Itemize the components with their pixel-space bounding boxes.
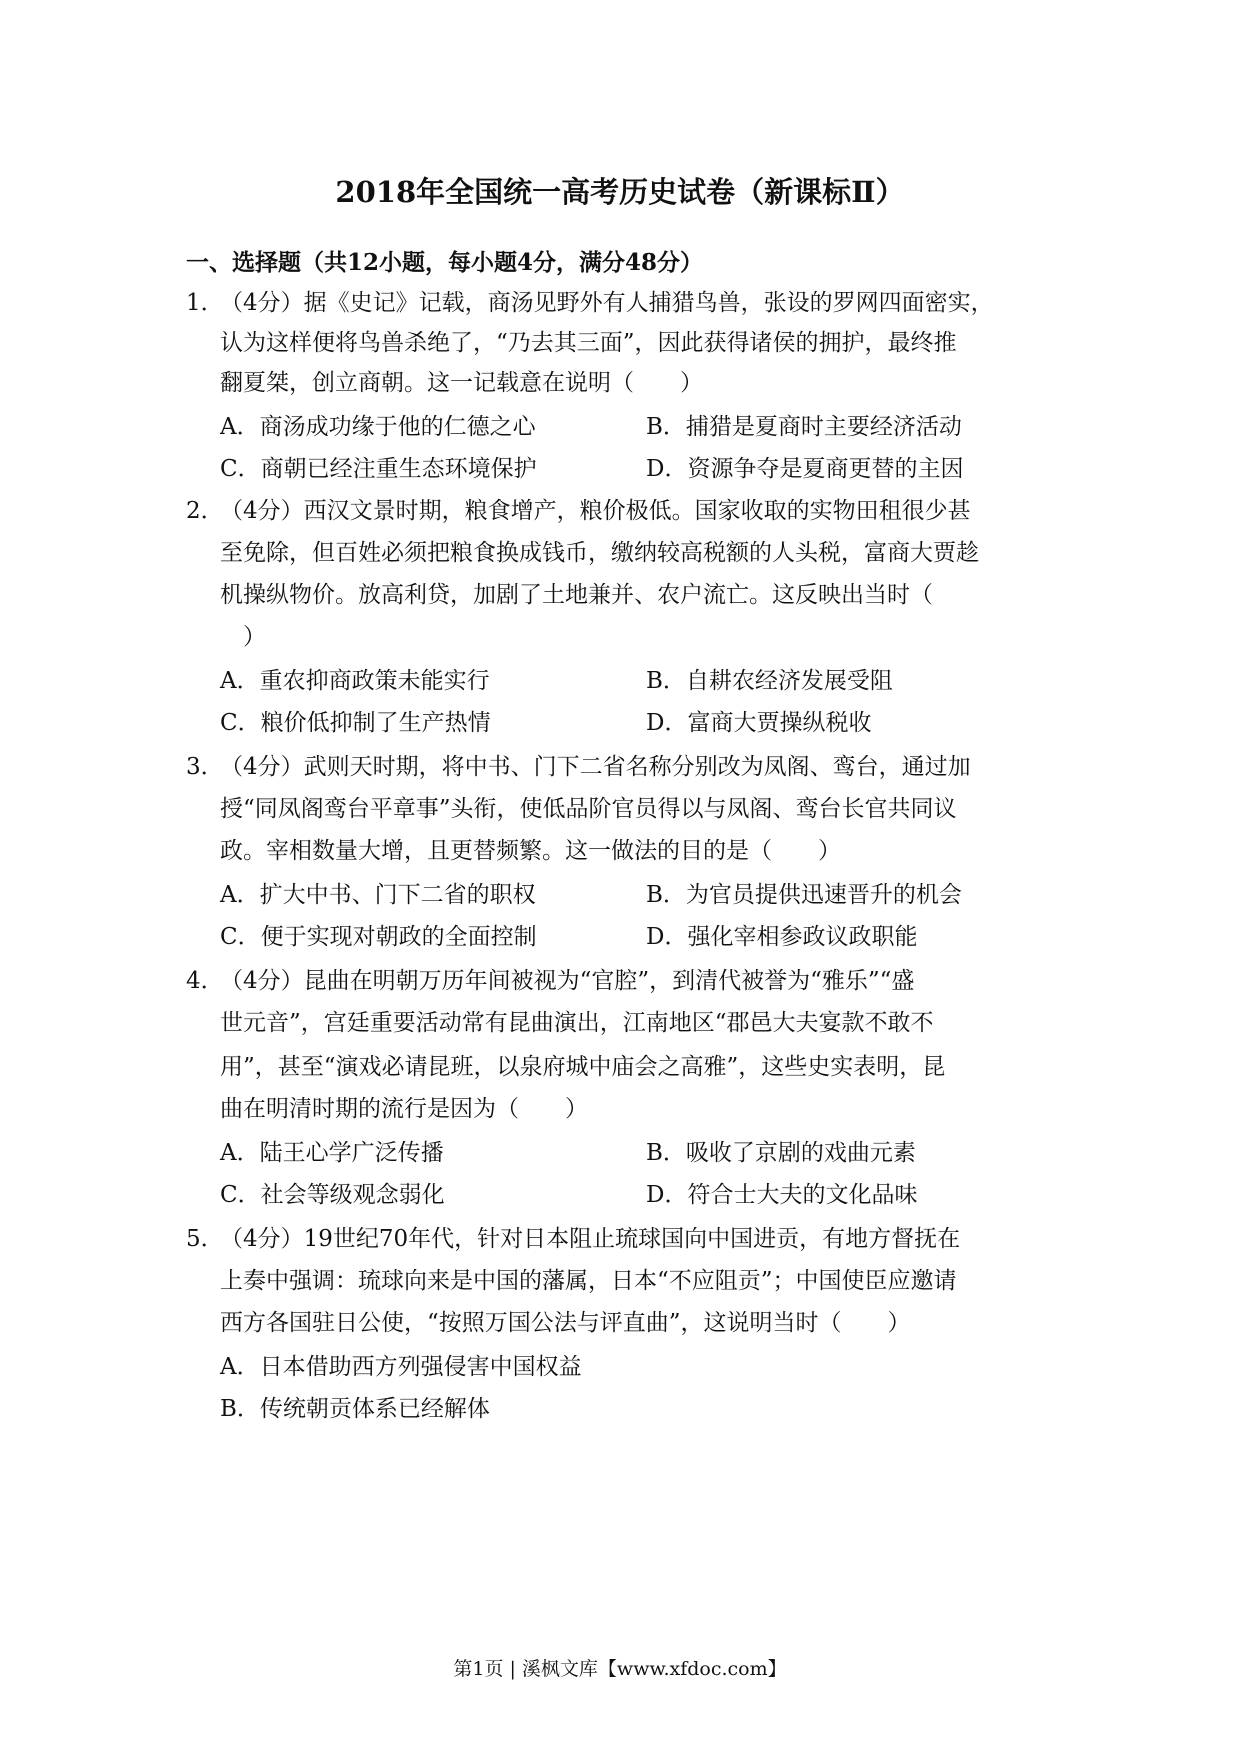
question-number: 2． (186, 498, 224, 524)
option-a: A．扩大中书、门下二省的职权 (220, 882, 536, 908)
option-b: B．吸收了京剧的戏曲元素 (646, 1140, 916, 1166)
option-b: B．捕猎是夏商时主要经济活动 (646, 414, 962, 440)
option-d: D．符合士大夫的文化品味 (646, 1182, 918, 1208)
option-c: C．便于实现对朝政的全面控制 (220, 924, 537, 950)
question-text: 认为这样便将鸟兽杀绝了，“乃去其三面”，因此获得诸侯的拥护，最终推 (220, 330, 957, 356)
question-number: 3． (186, 754, 224, 780)
question-number: 1． (186, 290, 224, 316)
question-text: （4分）19世纪70年代，针对日本阻止琉球国向中国进贡，有地方督抚在 (220, 1226, 961, 1252)
question-number: 5． (186, 1226, 224, 1252)
option-a: A．陆王心学广泛传播 (220, 1140, 444, 1166)
question-text: 授“同凤阁鸾台平章事”头衔，使低品阶官员得以与凤阁、鸾台长官共同议 (220, 796, 957, 822)
page-title: 2018年全国统一高考历史试卷（新课标Ⅱ） (335, 175, 905, 209)
option-a: A．日本借助西方列强侵害中国权益 (220, 1354, 582, 1380)
question-text: 政。宰相数量大增，且更替频繁。这一做法的目的是（ ） (220, 838, 841, 864)
option-b: B．自耕农经济发展受阻 (646, 668, 893, 694)
question-text: 上奏中强调：琉球向来是中国的藩属，日本“不应阻贡”；中国使臣应邀请 (220, 1268, 957, 1294)
question-text: （4分）昆曲在明朝万历年间被视为“官腔”，到清代被誉为“雅乐”“盛 (220, 968, 915, 994)
question-text: 机操纵物价。放高利贷，加剧了土地兼并、农户流亡。这反映出当时（ (220, 582, 933, 608)
option-c: C．商朝已经注重生态环境保护 (220, 456, 537, 482)
question-text: （4分）西汉文景时期，粮食增产，粮价极低。国家收取的实物田租很少甚 (220, 498, 971, 524)
option-b: B．传统朝贡体系已经解体 (220, 1396, 490, 1422)
question-text: （4分）据《史记》记载，商汤见野外有人捕猎鸟兽，张设的罗网四面密实， (220, 290, 994, 316)
option-b: B．为官员提供迅速晋升的机会 (646, 882, 962, 908)
option-d: D．强化宰相参政议政职能 (646, 924, 918, 950)
question-text: 世元音”，宫廷重要活动常有昆曲演出，江南地区“郡邑大夫宴款不敢不 (220, 1010, 934, 1036)
question-text: ） (220, 624, 266, 650)
option-d: D．富商大贾操纵税收 (646, 710, 872, 736)
option-a: A．重农抑商政策未能实行 (220, 668, 490, 694)
question-text: 用”，甚至“演戏必请昆班，以泉府城中庙会之高雅”，这些史实表明，昆 (220, 1054, 946, 1080)
option-a: A．商汤成功缘于他的仁德之心 (220, 414, 536, 440)
question-text: 至免除，但百姓必须把粮食换成钱币，缴纳较高税额的人头税，富商大贾趁 (220, 540, 979, 566)
question-text: 西方各国驻日公使，“按照万国公法与评直曲”，这说明当时（ ） (220, 1310, 911, 1336)
question-text: 曲在明清时期的流行是因为（ ） (220, 1096, 588, 1122)
option-d: D．资源争夺是夏商更替的主因 (646, 456, 964, 482)
page-footer: 第1页 | 溪枫文库【www.xfdoc.com】 (453, 1658, 787, 1680)
question-text: （4分）武则天时期，将中书、门下二省名称分别改为凤阁、鸾台，通过加 (220, 754, 971, 780)
question-number: 4． (186, 968, 224, 994)
question-text: 翻夏桀，创立商朝。这一记载意在说明（ ） (220, 370, 703, 396)
option-c: C．社会等级观念弱化 (220, 1182, 445, 1208)
section-heading: 一、选择题（共12小题，每小题4分，满分48分） (186, 249, 704, 276)
option-c: C．粮价低抑制了生产热情 (220, 710, 491, 736)
